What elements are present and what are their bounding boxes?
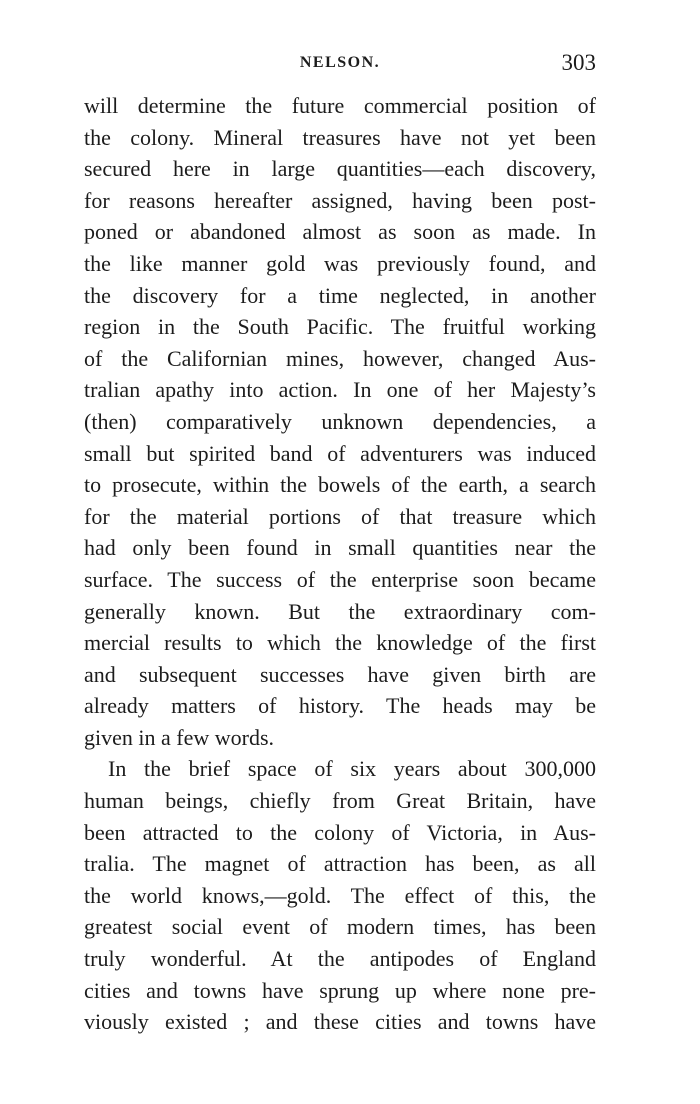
text-line: the discovery for a time neglected, in another <box>84 282 596 308</box>
text-line: given in a few words. <box>84 724 275 750</box>
text-line: of the Californian mines, however, changed Aus- <box>84 345 596 371</box>
text-line: for reasons hereafter assigned, having been post- <box>84 187 596 213</box>
text-line: already matters of history. The heads may be <box>84 693 596 719</box>
text-line: been attracted to the colony of Victoria, in Aus- <box>84 819 596 845</box>
text-line: will determine the future commercial position of <box>84 93 596 118</box>
text-line: region in the South Pacific. The fruitful working <box>84 314 596 340</box>
running-title: NELSON. <box>299 54 381 71</box>
text-line: surface. The success of the enterprise soon became <box>84 566 596 592</box>
text-line: cities and towns have sprung up where none pre- <box>84 977 596 1003</box>
text-line: small but spirited band of adventurers was induced <box>84 440 596 466</box>
text-line: human beings, chiefly from Great Britain, have <box>84 788 596 814</box>
text-line: had only been found in small quantities near the <box>84 535 596 561</box>
running-head <box>84 50 596 84</box>
text-line: and subsequent successes have given birth are <box>84 661 596 687</box>
text-line: viously existed ; and these cities and towns have <box>84 1009 596 1035</box>
text-line: tralian apathy into action. In one of her Majesty’s <box>84 377 596 403</box>
text-line: generally known. But the extraordinary com- <box>84 598 596 624</box>
text-line: greatest social event of modern times, has been <box>84 914 596 940</box>
text-line: poned or abandoned almost as soon as made. In <box>84 219 596 245</box>
text-line: In the brief space of six years about 300,000 <box>108 756 596 782</box>
text-line: the colony. Mineral treasures have not yet been <box>84 124 596 150</box>
body-text <box>84 90 596 1038</box>
text-line: to prosecute, within the bowels of the earth, a search <box>84 472 596 498</box>
text-line: the world knows,—gold. The effect of this, the <box>84 882 596 908</box>
text-line: secured here in large quantities—each discovery, <box>84 156 596 182</box>
text-line: truly wonderful. At the antipodes of England <box>84 946 596 972</box>
page-number: 303 <box>561 50 596 75</box>
text-line: tralia. The magnet of attraction has been, as all <box>84 851 596 877</box>
text-line: for the material portions of that treasure which <box>84 503 596 529</box>
text-line: the like manner gold was previously found, and <box>84 250 596 276</box>
text-line: (then) comparatively unknown dependencies, a <box>84 408 596 434</box>
text-line: mercial results to which the knowledge of the first <box>84 630 596 656</box>
